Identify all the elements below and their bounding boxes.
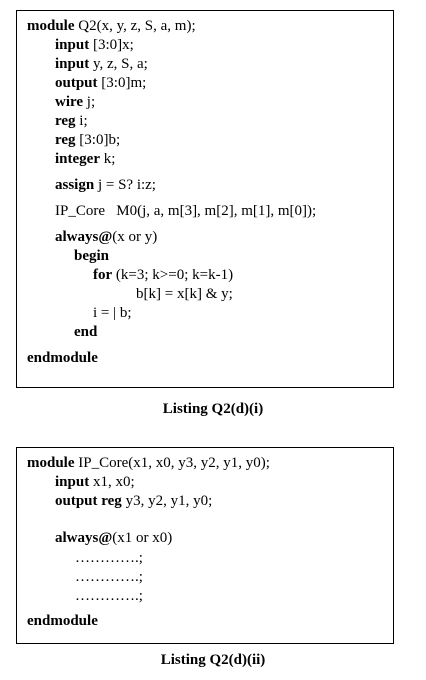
code-line-reg-b: reg [3:0]b; <box>55 132 121 148</box>
code-line-integer-k: integer k; <box>55 151 116 167</box>
code-line-reg-i: reg i; <box>55 113 88 129</box>
code-line-always-x1x0: always@(x1 or x0) <box>55 530 173 546</box>
listing-q2dii-caption: Listing Q2(d)(ii) <box>160 652 266 668</box>
code-line-b-assign: b[k] = x[k] & y; <box>136 286 233 302</box>
listing-q2di-caption: Listing Q2(d)(i) <box>162 401 264 417</box>
code-line-output-reg: output reg y3, y2, y1, y0; <box>55 493 213 509</box>
code-line-begin: begin <box>74 248 110 264</box>
code-line-blank-2: ………….; <box>75 569 143 585</box>
listing-q2di-box <box>16 10 394 388</box>
code-line-wire-j: wire j; <box>55 94 96 110</box>
code-line-input-x1x0: input x1, x0; <box>55 474 135 490</box>
code-line-for-loop: for (k=3; k>=0; k=k-1) <box>93 267 234 283</box>
code-line-always: always@(x or y) <box>55 229 158 245</box>
code-line-blank-1: ………….; <box>75 550 143 566</box>
code-line-blank-3: ………….; <box>75 588 143 604</box>
code-line-endmodule: endmodule <box>27 350 98 366</box>
code-line-output-m: output [3:0]m; <box>55 75 147 91</box>
code-line-assign-j: assign j = S? i:z; <box>55 177 156 193</box>
code-line-input-yzsa: input y, z, S, a; <box>55 56 148 72</box>
listing-q2dii-box <box>16 447 394 644</box>
code-line-end: end <box>74 324 98 340</box>
code-line-i-assign: i = | b; <box>93 305 132 321</box>
code-line-module: module Q2(x, y, z, S, a, m); <box>27 18 196 34</box>
code-line-input-x: input [3:0]x; <box>55 37 134 53</box>
code-line-endmodule-2: endmodule <box>27 613 98 629</box>
code-line-ip-core-instance: IP_Core M0(j, a, m[3], m[2], m[1], m[0]); <box>55 203 317 219</box>
code-line-module-ipcore: module IP_Core(x1, x0, y3, y2, y1, y0); <box>27 455 270 471</box>
